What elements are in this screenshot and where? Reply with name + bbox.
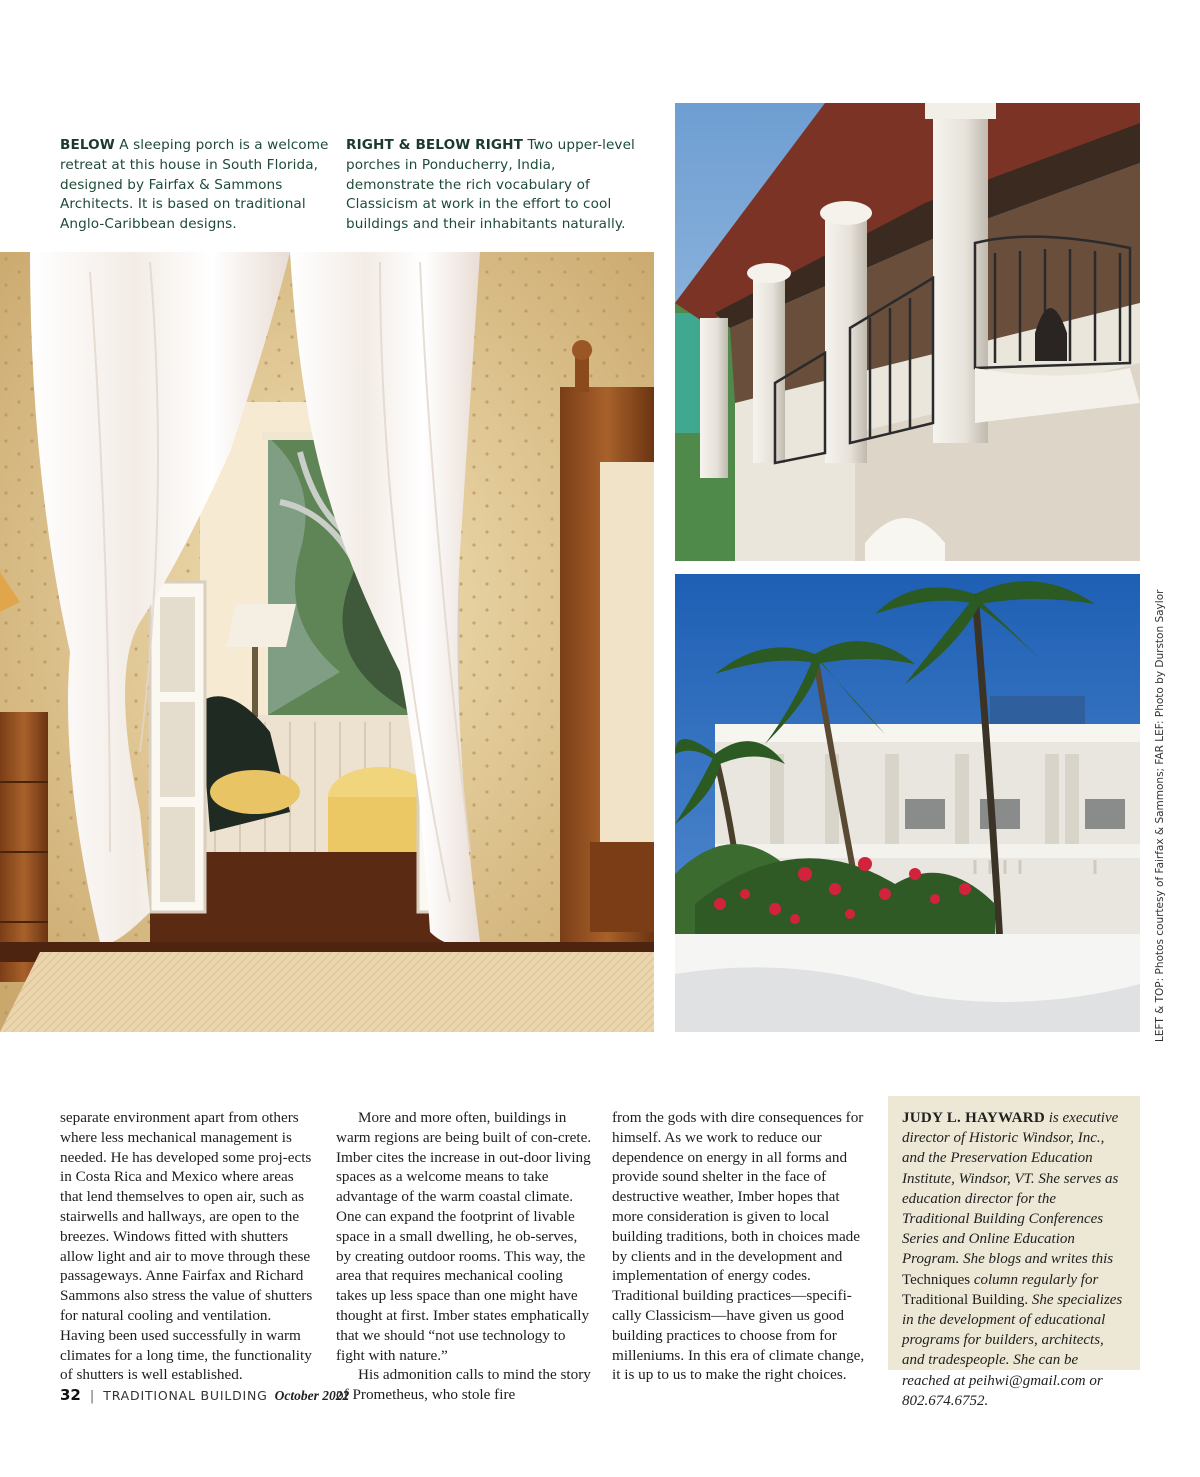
author-name: JUDY L. HAYWARD: [902, 1110, 1045, 1126]
photo-credit: LEFT & TOP: Photos courtesy of Fairfax & Sammons; FAR LEF: Photo by Durston Saylor: [1154, 589, 1166, 1042]
bio-text: column regularly for: [970, 1271, 1099, 1288]
photo-sleeping-porch: [0, 252, 654, 1032]
caption-lead: BELOW: [60, 137, 115, 153]
page-number: 32: [60, 1386, 81, 1404]
author-bio-box: [888, 1096, 1140, 1409]
caption-lead: RIGHT & BELOW RIGHT: [346, 137, 523, 153]
magazine-title: TRADITIONAL BUILDING: [103, 1388, 268, 1403]
text-column-1: [60, 1108, 316, 1385]
bio-text: She specializes in the development of educational programs for builders, architects, and tradespeople. She can be reached at peihwi@gmail.com or 802.674.6752.: [902, 1291, 1123, 1409]
paragraph: separate environment apart from others where less mechanical management is needed. He has developed some proj-ects in Costa Rica and Mexico where areas that lend themselves to open air, such as stairwells and hallways, are open to the breezes. Windows fitted with shutters allow light and air to move through these passageways. Anne Fairfax and Richard Sammons also stress the value of shutters for natural cooling and ventilation. Having been used successfully in warm climates for a long time, the functionality of shutters is well established.: [60, 1109, 313, 1384]
photo-pondicherry-palms: [675, 574, 1140, 1032]
caption-right: [346, 136, 646, 235]
magazine-name: Traditional Building.: [902, 1291, 1029, 1308]
footer-separator: |: [89, 1389, 95, 1404]
caption-body: A sleeping porch is a welcome retreat at this house in South Florida, designed by Fairfax & Sammons Architects. It is based on traditional Anglo-Caribbean designs.: [60, 137, 329, 233]
page-footer: [60, 1386, 349, 1408]
bio-text: is executive director of Historic Windsor, Inc., and the Preservation Education Institute, Windsor, VT. She serves as education director for the Traditional Building Conferences Series and Online Education Program. She blogs and writes this: [902, 1110, 1119, 1268]
paragraph: More and more often, buildings in warm regions are being built of con-crete. Imber cites the increase in out-door living spaces as a welcome means to take advantage of the warm coastal climate. One can expand the footprint of livable space in a small dwelling, he ob-serves, by creating outdoor rooms. This way, the area that requires mechanical cooling takes up less space than one might have thought at first. Imber states emphatically that we should “not use technology to fight with nature.”: [336, 1109, 592, 1364]
issue-date: October 2022: [274, 1388, 350, 1403]
author-bio: [902, 1108, 1126, 1411]
text-column-3: [612, 1108, 870, 1385]
paragraph: His admonition calls to mind the story of Prometheus, who stole fire: [336, 1366, 591, 1404]
photo-pondicherry-porch: [675, 103, 1140, 561]
caption-below: [60, 136, 330, 235]
column-name: Techniques: [902, 1271, 971, 1288]
caption-body: Two upper-level porches in Ponducherry, India, demonstrate the rich vocabulary of Classicism at work in the effort to cool buildings and their inhabitants naturally.: [346, 137, 635, 233]
paragraph: from the gods with dire consequences for himself. As we work to reduce our dependence on energy in all forms and provide sound shelter in the face of destructive weather, Imber hopes that more consideration is given to local building traditions, both in choices made by clients and in the development and implementation of energy codes. Traditional building practices—specifi-cally Classicism—have given us good building practices to choose from for milleniums. In this era of climate change, it is up to us to make the right choices.: [612, 1109, 865, 1384]
text-column-2: [336, 1108, 594, 1405]
